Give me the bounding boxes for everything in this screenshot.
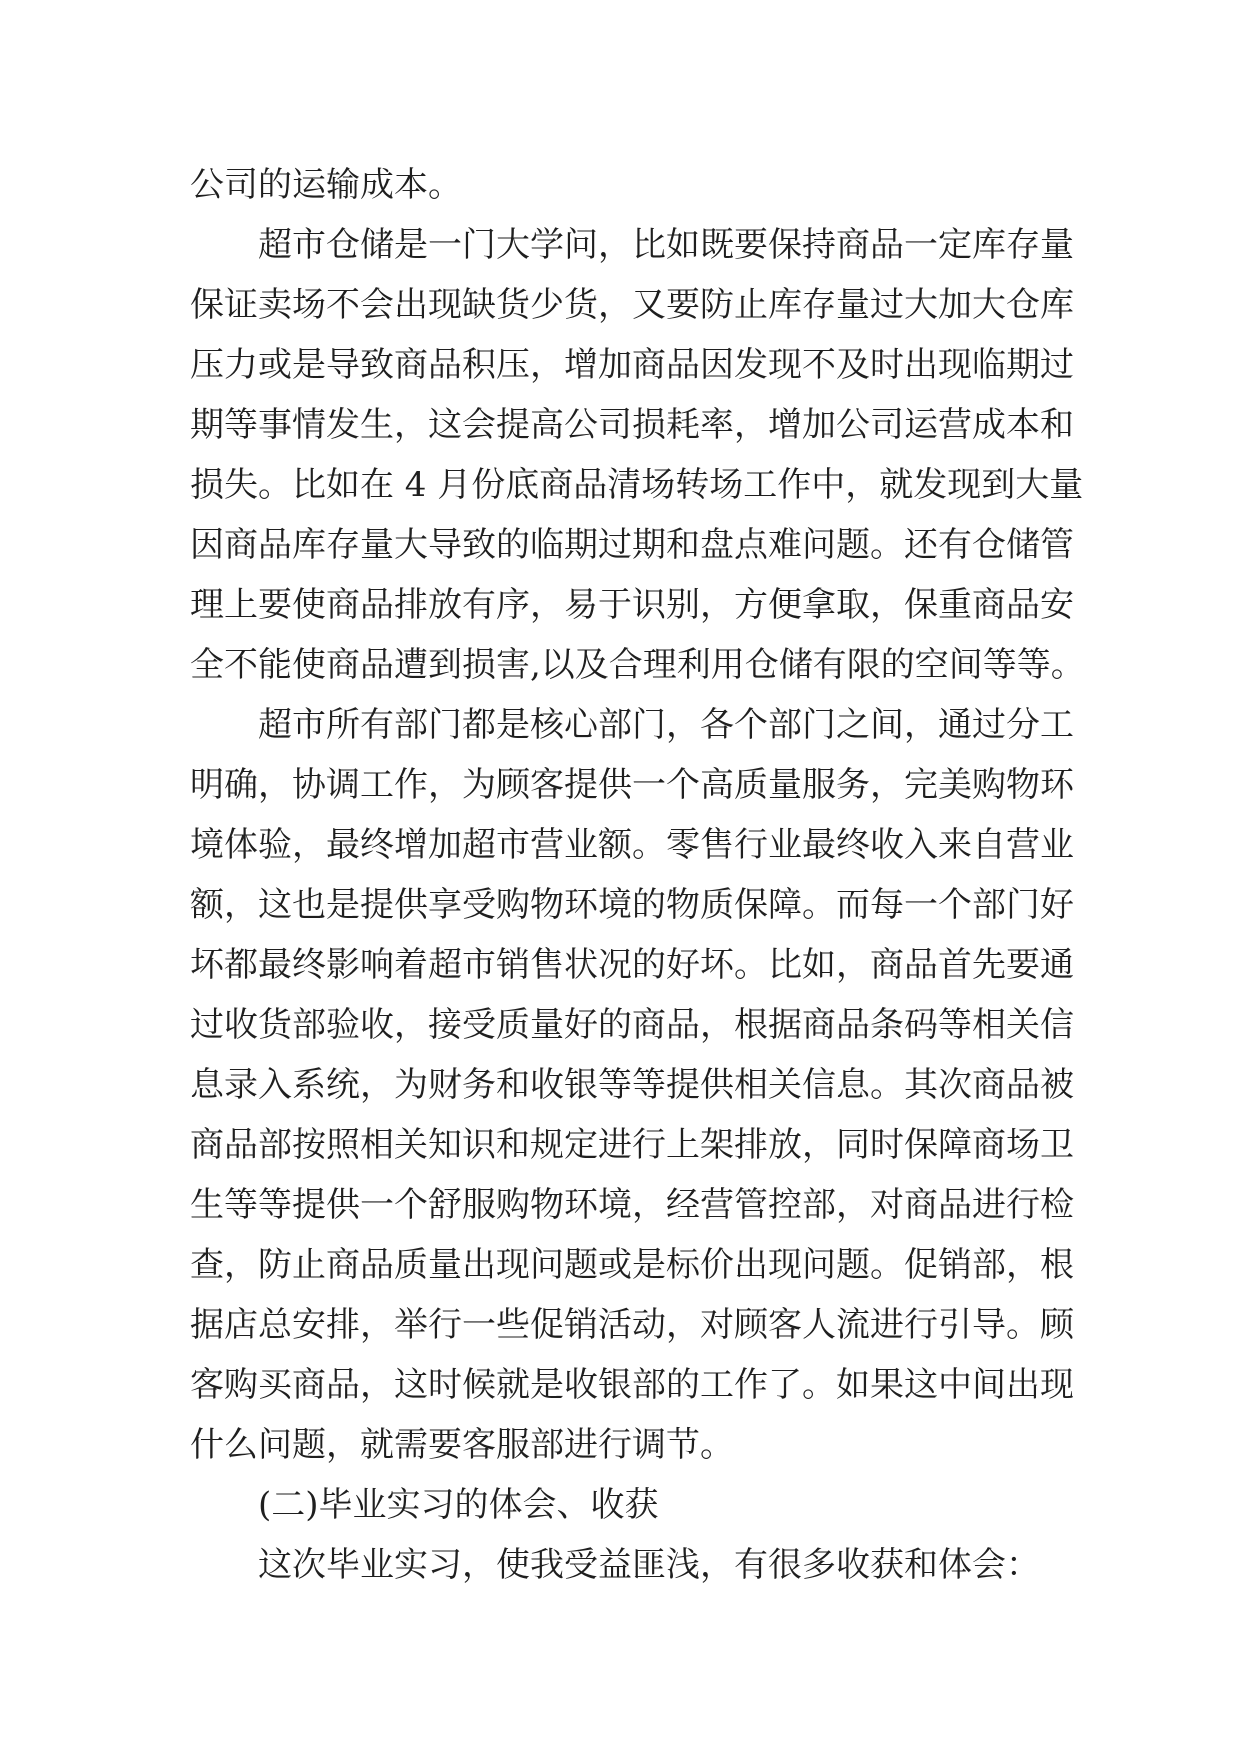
- text-line: 息录入系统，为财务和收银等等提供相关信息。其次商品被: [190, 1065, 1074, 1105]
- text-line: 全不能使商品遭到损害,以及合理利用仓储有限的空间等等。: [190, 645, 1085, 685]
- text-line: 商品部按照相关知识和规定进行上架排放，同时保障商场卫: [190, 1125, 1074, 1165]
- text-line: 坏都最终影响着超市销售状况的好坏。比如，商品首先要通: [190, 945, 1074, 985]
- text-line: 明确，协调工作，为顾客提供一个高质量服务，完美购物环: [190, 765, 1074, 805]
- text-line: 生等等提供一个舒服购物环境，经营管控部，对商品进行检: [190, 1185, 1074, 1225]
- text-line: 这次毕业实习，使我受益匪浅，有很多收获和体会：: [258, 1545, 1040, 1585]
- text-line: 境体验，最终增加超市营业额。零售行业最终收入来自营业: [190, 825, 1074, 865]
- section-heading: (二)毕业实习的体会、收获: [258, 1485, 659, 1525]
- text-line: 据店总安排，举行一些促销活动，对顾客人流进行引导。顾: [190, 1305, 1074, 1345]
- text-line: 查，防止商品质量出现问题或是标价出现问题。促销部，根: [190, 1245, 1074, 1285]
- text-line: 额，这也是提供享受购物环境的物质保障。而每一个部门好: [190, 885, 1074, 925]
- text-line: 过收货部验收，接受质量好的商品，根据商品条码等相关信: [190, 1005, 1074, 1045]
- text-line: 超市仓储是一门大学问，比如既要保持商品一定库存量: [258, 225, 1074, 265]
- text-line: 期等事情发生，这会提高公司损耗率，增加公司运营成本和: [190, 405, 1074, 445]
- text-line: 什么问题，就需要客服部进行调节。: [190, 1425, 734, 1465]
- text-line: 公司的运输成本。: [190, 165, 462, 205]
- text-line: 压力或是导致商品积压，增加商品因发现不及时出现临期过: [190, 345, 1074, 385]
- text-line: 保证卖场不会出现缺货少货，又要防止库存量过大加大仓库: [190, 285, 1074, 325]
- text-line: 客购买商品，这时候就是收银部的工作了。如果这中间出现: [190, 1365, 1074, 1405]
- text-line: 损失。比如在 4 月份底商品清场转场工作中，就发现到大量: [190, 465, 1084, 505]
- text-line: 超市所有部门都是核心部门，各个部门之间，通过分工: [258, 705, 1074, 745]
- text-line: 因商品库存量大导致的临期过期和盘点难问题。还有仓储管: [190, 525, 1074, 565]
- text-line: 理上要使商品排放有序，易于识别，方便拿取，保重商品安: [190, 585, 1074, 625]
